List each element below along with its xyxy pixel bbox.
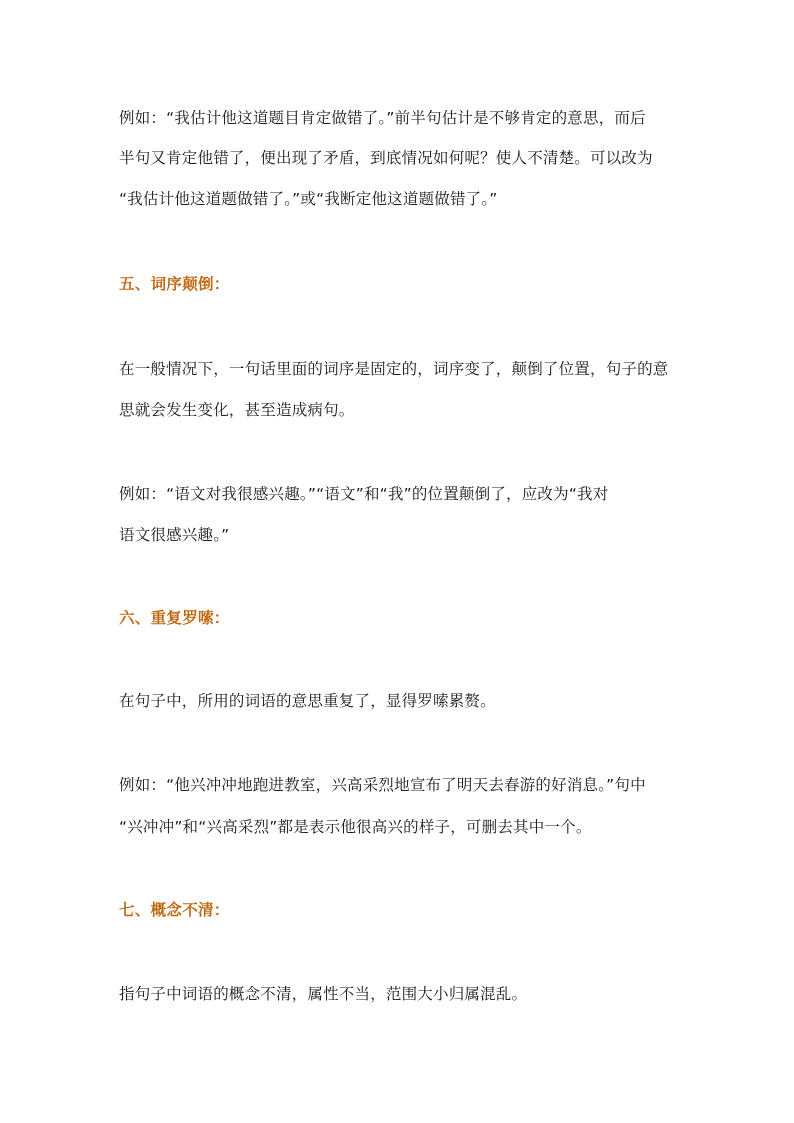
example-line: 语文很感兴趣。”	[119, 526, 230, 544]
section-heading-6: 六、重复罗嗦：	[119, 609, 230, 627]
description-line: 在句子中，所用的词语的意思重复了，显得罗嗦累赘。	[119, 692, 496, 710]
example-line: 例如：“语文对我很感兴趣。”“语文”和“我”的位置颠倒了，应改为“我对	[119, 485, 609, 503]
example-line: 半句又肯定他错了，便出现了矛盾，到底情况如何呢？使人不清楚。可以改为	[119, 149, 653, 167]
description-line: 指句子中词语的概念不清，属性不当，范围大小归属混乱。	[119, 985, 528, 1003]
example-line: 例如：“他兴冲冲地跑进教室，兴高采烈地宣布了明天去春游的好消息。”句中	[119, 776, 646, 794]
section-heading-7: 七、概念不清：	[119, 901, 230, 919]
example-line: 例如：“我估计他这道题目肯定做错了。”前半句估计是不够肯定的意思，而后	[119, 109, 646, 127]
description-line: 思就会发生变化，甚至造成病句。	[119, 401, 355, 419]
section-heading-5: 五、词序颠倒：	[119, 275, 230, 293]
example-line: “我估计他这道题做错了。”或“我断定他这道题做错了。”	[119, 190, 498, 208]
example-line: “兴冲冲”和“兴高采烈”都是表示他很高兴的样子，可删去其中一个。	[119, 818, 592, 836]
description-line: 在一般情况下，一句话里面的词序是固定的，词序变了，颠倒了位置，句子的意	[119, 360, 669, 378]
